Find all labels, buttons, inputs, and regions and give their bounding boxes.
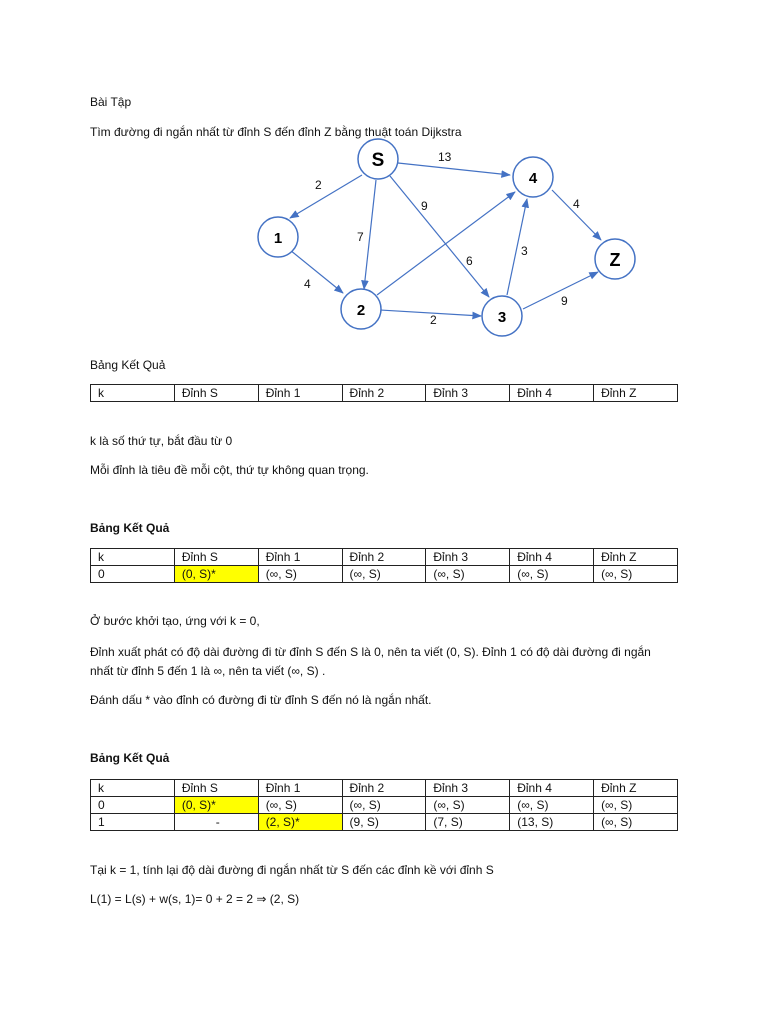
result-table-k1 [90,779,678,831]
cell-2: (∞, S) [342,797,426,814]
header-1: Đỉnh 1 [258,385,342,402]
header-1: Đỉnh 1 [258,549,342,566]
node-3 [482,296,522,336]
weight-s-4: 13 [438,150,452,164]
header-z: Đỉnh Z [594,549,678,566]
header-4: Đỉnh 4 [510,385,594,402]
cell-1: (2, S)* [258,814,342,831]
section1-title: Bảng Kết Quả [90,358,166,372]
result-table-empty [90,384,678,402]
node-3-label: 3 [497,309,507,326]
header-2: Đỉnh 2 [342,780,426,797]
init-paragraph: Ở bước khởi tạo, ứng với k = 0, [90,614,260,628]
weight-s-2: 7 [357,230,364,244]
weight-3-z: 9 [561,294,568,308]
problem-statement: Tìm đường đi ngắn nhất từ đỉnh S đến đỉnh Z bằng thuật toán Dijkstra [90,125,462,139]
table-row [91,566,678,583]
table-header-row [91,780,678,797]
header-3: Đỉnh 3 [426,549,510,566]
doc-heading: Bài Tập [90,95,132,109]
node-s [358,139,398,179]
cell-s: (0, S)* [174,566,258,583]
cell-z: (∞, S) [594,797,678,814]
cell-4: (13, S) [510,814,594,831]
edge-s-2 [364,180,376,289]
explain-line-1: Đỉnh xuất phát có độ dài đường đi từ đỉnh S đến S là 0, nên ta viết (0, S). Đỉnh 1 có độ dài đường đi ngắn [90,645,651,659]
node-1-label: 1 [273,230,283,247]
table-row [91,797,678,814]
edge-2-4 [377,192,515,295]
weight-1-2: 4 [304,277,311,291]
header-2: Đỉnh 2 [342,549,426,566]
header-s: Đỉnh S [174,385,258,402]
section3-title: Bảng Kết Quả [90,751,170,765]
node-2 [341,289,381,329]
edge-s-4 [398,163,510,175]
explain-line-2: nhất từ đỉnh 5 đến 1 là ∞, nên ta viết (∞, S) . [90,664,326,678]
cell-1: (∞, S) [258,797,342,814]
cell-4: (∞, S) [510,797,594,814]
header-k: k [91,385,175,402]
table-header-row [91,385,678,402]
result-table-k0 [90,548,678,583]
cell-z: (∞, S) [594,566,678,583]
header-k: k [91,780,175,797]
note-columns: Mỗi đỉnh là tiêu đề mỗi cột, thứ tự không quan trọng. [90,463,369,477]
node-1 [258,217,298,257]
node-4-label: 4 [528,170,538,187]
edge-s-1 [290,175,362,218]
header-3: Đỉnh 3 [426,385,510,402]
node-z [595,239,635,279]
cell-4: (∞, S) [510,566,594,583]
table-header-row [91,549,678,566]
header-4: Đỉnh 4 [510,780,594,797]
node-2-label: 2 [356,302,366,319]
weight-s-1: 2 [315,178,322,192]
cell-s: (0, S)* [174,797,258,814]
formula-line: L(1) = L(s) + w(s, 1)= 0 + 2 = 2 ⇒ (2, S) [90,892,300,906]
header-s: Đỉnh S [174,549,258,566]
weight-3-4: 3 [521,244,528,258]
header-s: Đỉnh S [174,780,258,797]
edge-1-2 [290,250,343,293]
cell-k: 0 [91,566,175,583]
node-z-label: Z [609,250,621,270]
section2-title: Bảng Kết Quả [90,521,170,535]
weight-4-z: 4 [573,197,580,211]
cell-k: 0 [91,797,175,814]
cell-3: (∞, S) [426,797,510,814]
weight-2-3: 2 [430,313,437,327]
mark-paragraph: Đánh dấu * vào đỉnh có đường đi từ đỉnh S đến nó là ngắn nhất. [90,693,432,707]
header-3: Đỉnh 3 [426,780,510,797]
header-z: Đỉnh Z [594,385,678,402]
graph-diagram [0,0,768,360]
node-s-label: S [371,150,385,171]
edge-s-3 [390,176,489,297]
header-1: Đỉnh 1 [258,780,342,797]
cell-k: 1 [91,814,175,831]
node-4 [513,157,553,197]
k1-paragraph: Tại k = 1, tính lại độ dài đường đi ngắn nhất từ S đến các đỉnh kề với đỉnh S [90,863,494,877]
header-4: Đỉnh 4 [510,549,594,566]
header-k: k [91,549,175,566]
weight-2-4: 6 [466,254,473,268]
cell-s: - [174,814,258,831]
note-k: k là số thứ tự, bắt đầu từ 0 [90,434,233,448]
table-row [91,814,678,831]
cell-2: (9, S) [342,814,426,831]
cell-3: (∞, S) [426,566,510,583]
header-z: Đỉnh Z [594,780,678,797]
header-2: Đỉnh 2 [342,385,426,402]
cell-1: (∞, S) [258,566,342,583]
cell-3: (7, S) [426,814,510,831]
cell-z: (∞, S) [594,814,678,831]
weight-s-3: 9 [421,199,428,213]
cell-2: (∞, S) [342,566,426,583]
